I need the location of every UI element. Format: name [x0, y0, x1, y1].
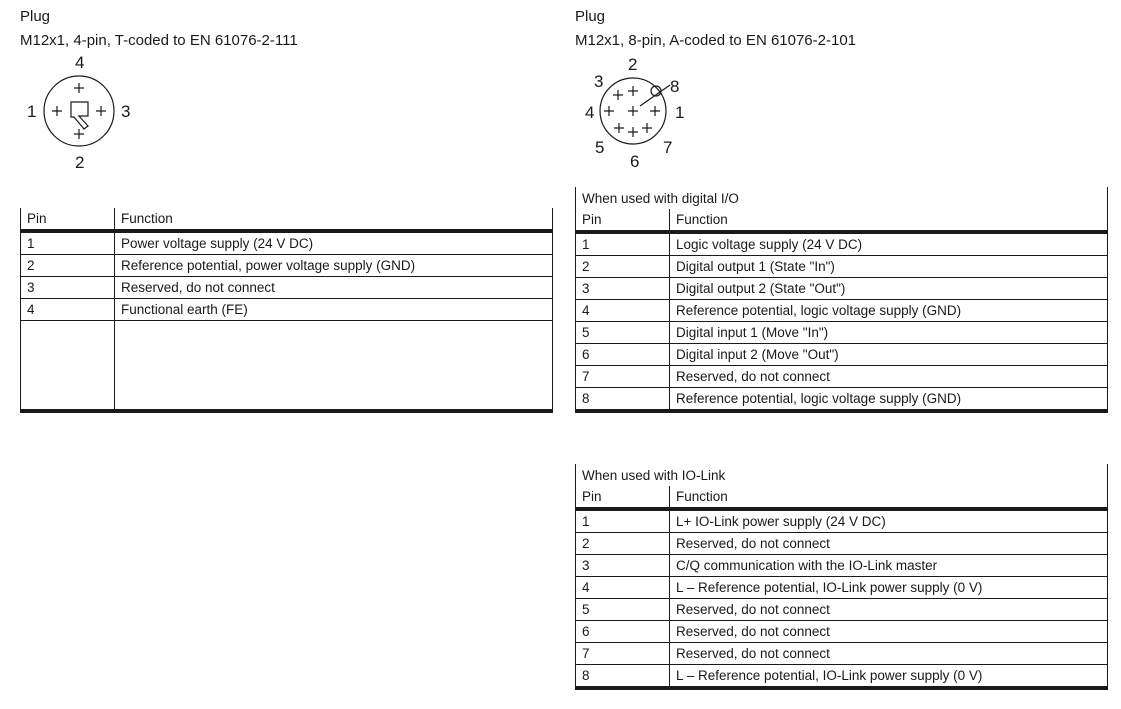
function-cell: Digital input 1 (Move "In")	[670, 322, 1108, 344]
four-pin-table	[20, 208, 553, 413]
table-row	[576, 621, 1108, 643]
col-header-function: Function	[115, 208, 553, 231]
table-row	[21, 231, 553, 255]
pin-cell: 6	[576, 621, 670, 643]
pin-cell: 3	[576, 278, 670, 300]
pin-cell: 1	[576, 509, 670, 533]
table-row	[576, 256, 1108, 278]
pin-label-3: 3	[121, 102, 131, 121]
function-cell: Reference potential, logic voltage supply (GND)	[670, 388, 1108, 412]
io-link-caption: When used with IO-Link	[576, 464, 1108, 486]
table-row	[576, 344, 1108, 366]
function-cell: Functional earth (FE)	[115, 299, 553, 321]
table-row	[21, 277, 553, 299]
pin-label-6: 6	[630, 152, 640, 171]
table-row	[576, 388, 1108, 412]
table-row	[576, 533, 1108, 555]
right-plug-title: Plug	[575, 8, 606, 25]
table-row	[576, 665, 1108, 689]
table-row	[21, 255, 553, 277]
col-header-pin: Pin	[576, 486, 670, 509]
table-row	[576, 577, 1108, 599]
pin-label-4: 4	[585, 103, 595, 122]
function-cell: Reference potential, logic voltage supply (GND)	[670, 300, 1108, 322]
function-cell: Reserved, do not connect	[670, 366, 1108, 388]
pin-cell: 7	[576, 643, 670, 665]
pin-cell: 2	[21, 255, 115, 277]
pin-cell: 4	[576, 300, 670, 322]
pin-label-1: 1	[675, 103, 685, 122]
function-cell: L – Reference potential, IO-Link power supply (0 V)	[670, 577, 1108, 599]
table-row	[576, 509, 1108, 533]
table-row	[21, 299, 553, 321]
pin-cell: 7	[576, 366, 670, 388]
pin-cell: 1	[576, 232, 670, 256]
table-blank-area	[21, 321, 553, 412]
function-cell: L+ IO-Link power supply (24 V DC)	[670, 509, 1108, 533]
left-plug-subtitle: M12x1, 4-pin, T-coded to EN 61076-2-111	[20, 32, 298, 49]
table-row	[576, 232, 1108, 256]
pin-cell: 5	[576, 322, 670, 344]
function-cell: Reserved, do not connect	[670, 533, 1108, 555]
col-header-function: Function	[670, 486, 1108, 509]
pin-label-2: 2	[628, 55, 638, 74]
pin-cell: 3	[576, 555, 670, 577]
pin-label-3: 3	[594, 72, 604, 91]
table-row	[576, 366, 1108, 388]
function-cell: L – Reference potential, IO-Link power supply (0 V)	[670, 665, 1108, 689]
pin-cell: 8	[576, 388, 670, 412]
table-row	[576, 599, 1108, 621]
pin-cell: 4	[576, 577, 670, 599]
pin-cell: 6	[576, 344, 670, 366]
function-cell: Digital output 2 (State "Out")	[670, 278, 1108, 300]
pin-cell: 5	[576, 599, 670, 621]
function-cell: Digital input 2 (Move "Out")	[670, 344, 1108, 366]
function-cell: Reserved, do not connect	[670, 621, 1108, 643]
function-cell: Digital output 1 (State "In")	[670, 256, 1108, 278]
digital-io-table	[575, 187, 1108, 413]
table-row	[576, 300, 1108, 322]
function-cell: Reference potential, power voltage supply (GND)	[115, 255, 553, 277]
pin-label-1: 1	[27, 102, 37, 121]
function-cell: Reserved, do not connect	[670, 599, 1108, 621]
table-row	[576, 322, 1108, 344]
right-plug-subtitle: M12x1, 8-pin, A-coded to EN 61076-2-101	[575, 32, 857, 49]
function-cell: Reserved, do not connect	[115, 277, 553, 299]
digital-io-caption: When used with digital I/O	[576, 187, 1108, 209]
pin-cell: 1	[21, 231, 115, 255]
pin-label-7: 7	[663, 138, 673, 157]
pin-cell: 4	[21, 299, 115, 321]
io-link-table	[575, 464, 1108, 690]
eight-pin-connector-diagram	[580, 50, 700, 175]
pin-label-8: 8	[670, 77, 680, 96]
table-row	[576, 643, 1108, 665]
pin-label-4: 4	[75, 53, 85, 72]
function-cell: Reserved, do not connect	[670, 643, 1108, 665]
pin-label-5: 5	[595, 138, 605, 157]
col-header-function: Function	[670, 209, 1108, 232]
pin-cell: 2	[576, 256, 670, 278]
function-cell: Logic voltage supply (24 V DC)	[670, 232, 1108, 256]
four-pin-connector-diagram	[20, 50, 150, 175]
pin-cell: 3	[21, 277, 115, 299]
function-cell: C/Q communication with the IO-Link master	[670, 555, 1108, 577]
table-row	[576, 555, 1108, 577]
table-row	[576, 278, 1108, 300]
left-plug-title: Plug	[20, 8, 51, 25]
function-cell: Power voltage supply (24 V DC)	[115, 231, 553, 255]
pin-cell: 2	[576, 533, 670, 555]
col-header-pin: Pin	[576, 209, 670, 232]
pin-label-2: 2	[75, 153, 85, 172]
pin-cell: 8	[576, 665, 670, 689]
col-header-pin: Pin	[21, 208, 115, 231]
